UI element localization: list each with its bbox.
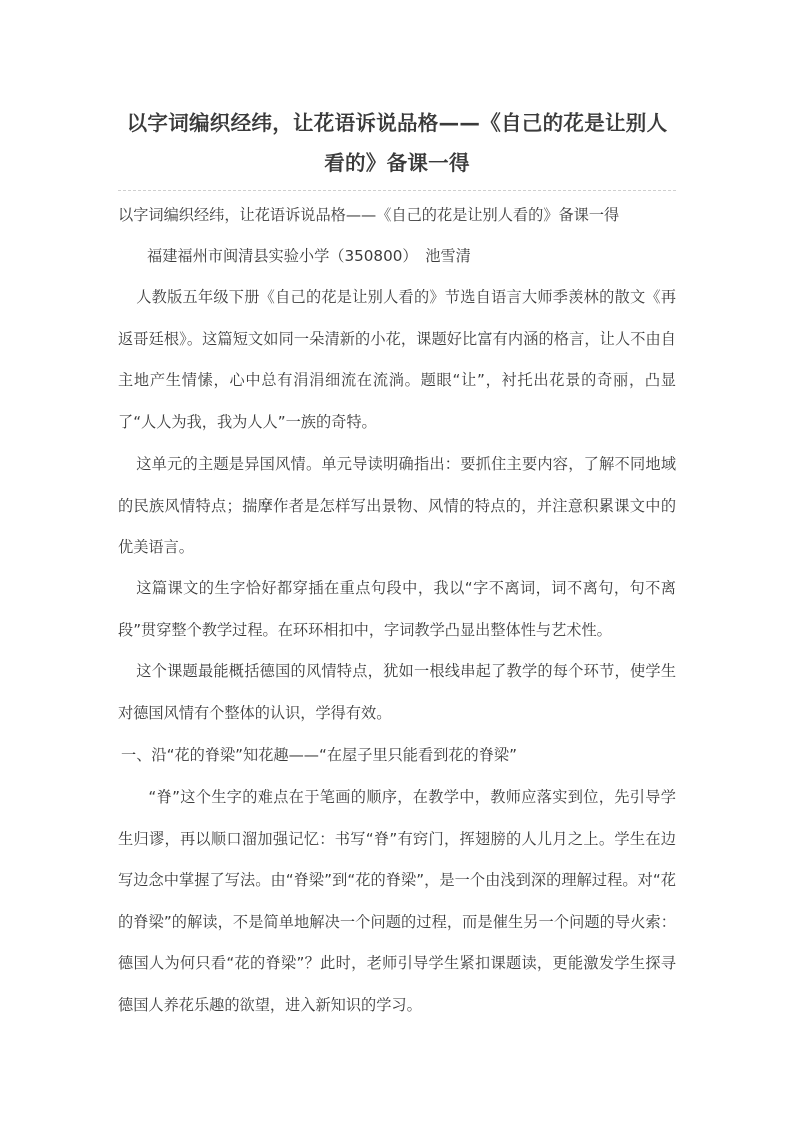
section-heading: 一、沿“花的脊梁”知花趣——“在屋子里只能看到花的脊梁”	[121, 746, 517, 764]
paragraph-topic: 这个课题最能概括德国的风情特点，犹如一根线串起了教学的每个环节，使学生对德国风情有个整体的认识，学得有效。	[118, 662, 676, 722]
paragraph-vocabulary: 这篇课文的生字恰好都穿插在重点句段中，我以“字不离词，词不离句，句不离段”贯穿整个教学过程。在环环相扣中，字词教学凸显出整体性与艺术性。	[118, 579, 676, 639]
document-title: 以字词编织经纬，让花语诉说品格——《自己的花是让别人看的》备课一得	[126, 111, 668, 175]
title-divider	[118, 190, 676, 191]
paragraph-unit-theme: 这单元的主题是异国风情。单元导读明确指出：要抓住主要内容，了解不同地域的民族风情特点；揣摩作者是怎样写出景物、风情的特点的，并注意积累课文中的优美语言。	[118, 455, 676, 556]
section-paragraph: “脊”这个生字的难点在于笔画的顺序，在教学中，教师应落实到位，先引导学生归谬，再以顺口溜加强记忆：书写“脊”有窍门，挥翅膀的人儿月之上。学生在边写边念中掌握了写法。由“脊梁”到“花的脊梁”，是一个由浅到深的理解过程。对“花的脊梁”的解读，不是简单地解决一个问题的过程，而是催生另一个问题的导火索：德国人为何只看“花的脊梁”？此时，老师引导学生紧扣课题读，更能激发学生探寻德国人养花乐趣的欲望，进入新知识的学习。	[118, 788, 676, 1014]
author-line: 福建福州市闽清县实验小学（350800） 池雪清	[147, 247, 471, 265]
subtitle-line: 以字词编织经纬，让花语诉说品格——《自己的花是让别人看的》备课一得	[118, 206, 620, 224]
paragraph-intro: 人教版五年级下册《自己的花是让别人看的》节选自语言大师季羡林的散文《再返哥廷根》。这篇短文如同一朵清新的小花，课题好比富有内涵的格言，让人不由自主地产生情愫，心中总有涓涓细流在流淌。题眼“让”，衬托出花景的奇丽，凸显了“人人为我，我为人人”一族的奇特。	[118, 288, 676, 431]
